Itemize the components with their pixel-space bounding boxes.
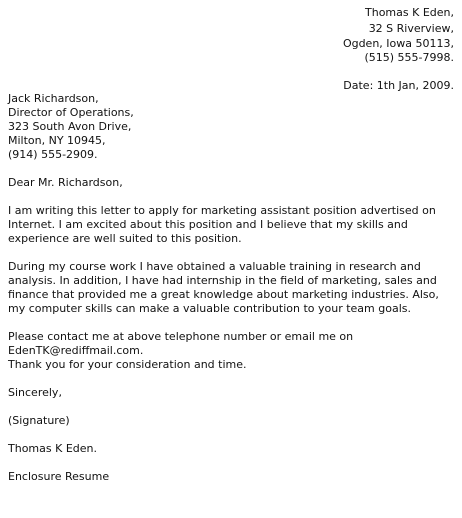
paragraph3-line: Thank you for your consideration and time. <box>8 358 247 371</box>
signature-placeholder: (Signature) <box>8 414 70 427</box>
recipient-phone: (914) 555-2909. <box>8 148 98 161</box>
recipient-city: Milton, NY 10945, <box>8 134 106 147</box>
paragraph2-line: my computer skills can make a valuable contribution to your team goals. <box>8 302 411 315</box>
sender-phone: (515) 555-7998. <box>364 51 454 64</box>
email-link[interactable]: EdenTK@rediffmail.com. <box>8 344 144 357</box>
paragraph2-line: analysis. In addition, I have had internship in the field of marketing, sales and <box>8 274 437 287</box>
closing: Sincerely, <box>8 386 62 399</box>
paragraph1-line: Internet. I am excited about this position and I believe that my skills and <box>8 218 408 231</box>
recipient-name: Jack Richardson, <box>8 92 99 105</box>
paragraph1-line: experience are well suited to this position. <box>8 232 242 245</box>
enclosure-note: Enclosure Resume <box>8 470 110 483</box>
paragraph3-line: Please contact me at above telephone number or email me on <box>8 330 354 343</box>
recipient-title: Director of Operations, <box>8 106 134 119</box>
signer-name: Thomas K Eden. <box>8 442 97 455</box>
sender-city: Ogden, Iowa 50113, <box>342 37 454 50</box>
paragraph2-line: During my course work I have obtained a valuable training in research and <box>8 260 421 273</box>
salutation: Dear Mr. Richardson, <box>8 176 123 189</box>
paragraph2-line: finance that provided me a great knowledge about marketing industries. Also, <box>8 288 439 301</box>
letter-date: Date: 1th Jan, 2009. <box>343 79 454 92</box>
paragraph1-line: I am writing this letter to apply for marketing assistant position advertised on <box>8 204 436 217</box>
recipient-street: 323 South Avon Drive, <box>8 120 132 133</box>
sender-name: Thomas K Eden, <box>365 6 454 19</box>
sender-street: 32 S Riverview, <box>368 22 454 35</box>
